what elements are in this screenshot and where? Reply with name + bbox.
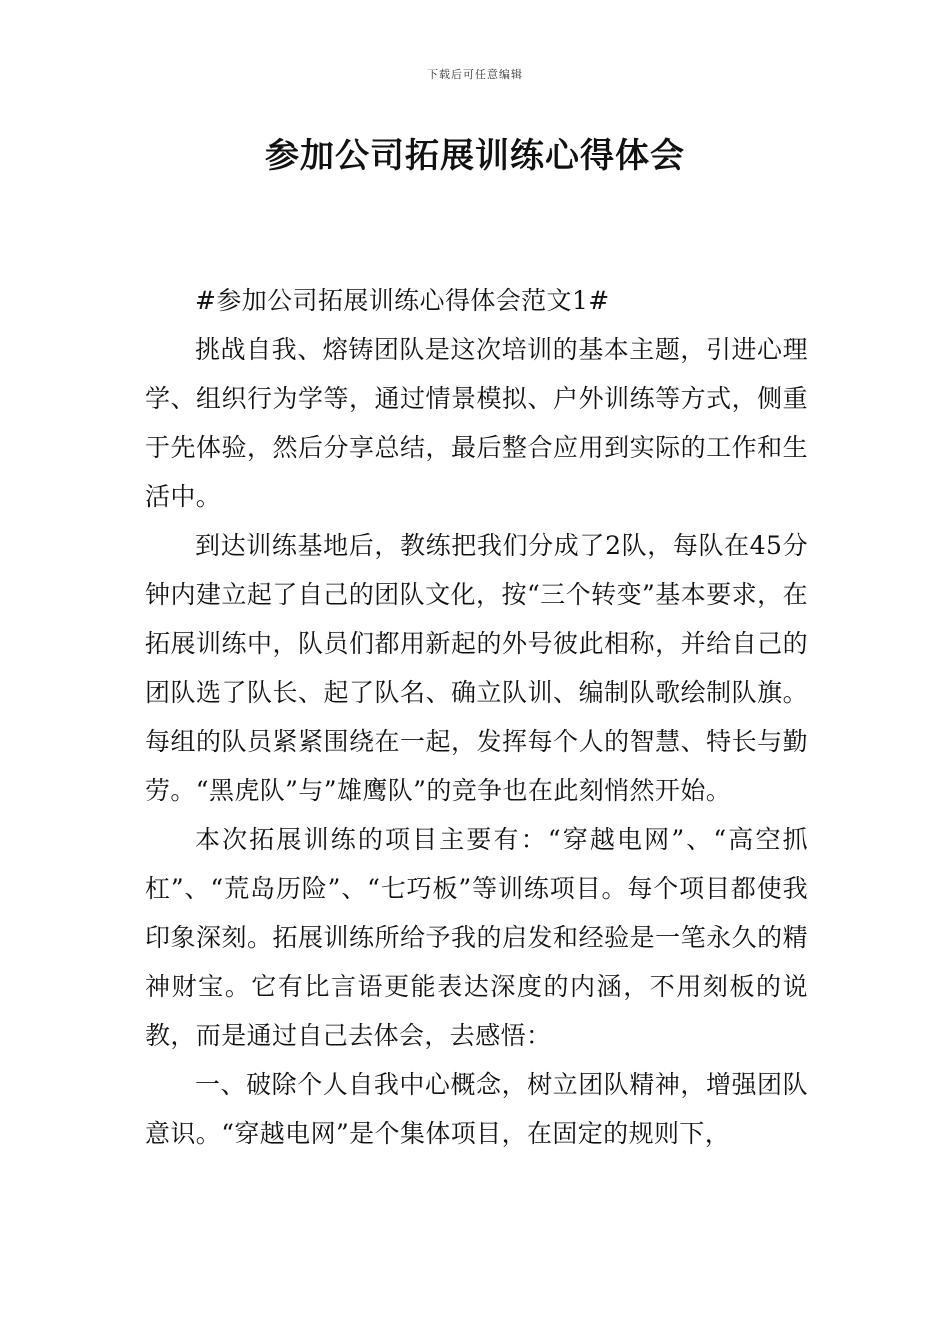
- paragraph: 一、破除个人自我中心概念，树立团队精神，增强团队意识。“穿越电网”是个集体项目，在固定的规则下，: [145, 1070, 808, 1148]
- paragraph: 挑战自我、熔铸团队是这次培训的基本主题，引进心理学、组织行为学等，通过情景模拟、户外训练等方式，侧重于先体验，然后分享总结，最后整合应用到实际的工作和生活中。: [145, 335, 808, 511]
- document-body: [145, 276, 808, 1158]
- paragraph: 本次拓展训练的项目主要有：“穿越电网”、“高空抓杠”、“荒岛历险”、“七巧板”等训练项目。每个项目都使我印象深刻。拓展训练所给予我的启发和经验是一笔永久的精神财宝。它有比言语更能表达深度的内涵，不用刻板的说教，而是通过自己去体会，去感悟：: [145, 825, 808, 1050]
- header-note: 下载后可任意编辑: [427, 68, 523, 81]
- document-title: 参加公司拓展训练心得体会: [265, 136, 685, 176]
- paragraph: 到达训练基地后，教练把我们分成了2队，每队在45分钟内建立起了自己的团队文化，按“三个转变”基本要求，在拓展训练中，队员们都用新起的外号彼此相称，并给自己的团队选了队长、起了队名、确立队训、编制队歌绘制队旗。每组的队员紧紧围绕在一起，发挥每个人的智慧、特长与勤劳。“黑虎队”与”雄鹰队”的竞争也在此刻悄然开始。: [145, 531, 808, 805]
- paragraph-heading: #参加公司拓展训练心得体会范文1#: [195, 286, 610, 315]
